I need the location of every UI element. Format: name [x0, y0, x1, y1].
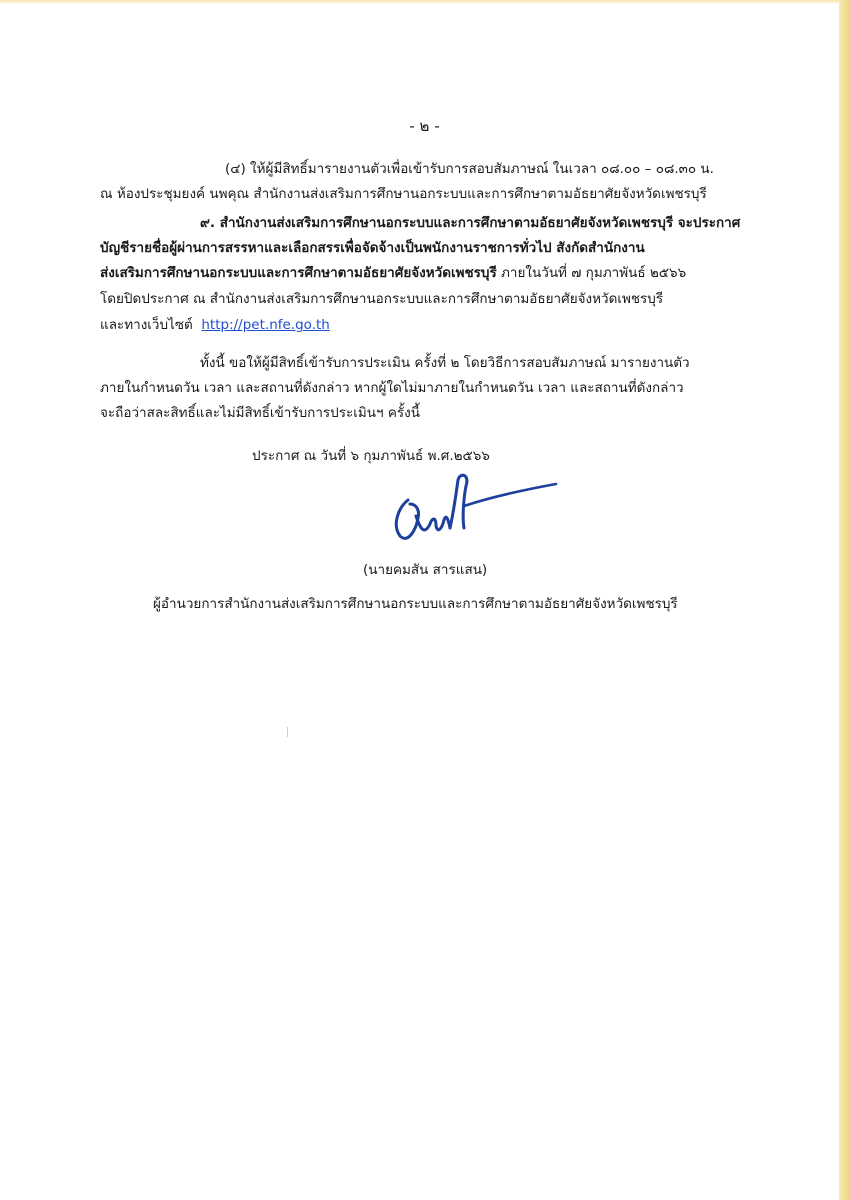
section-9-line-1: ๙. สำนักงานส่งเสริมการศึกษานอกระบบและการศึกษาตามอัธยาศัยจังหวัดเพชรบุรี จะประกาศ — [200, 215, 741, 231]
signatory-position: ผู้อำนวยการสำนักงานส่งเสริมการศึกษานอกระบบและการศึกษาตามอัธยาศัยจังหวัดเพชรบุรี — [153, 596, 678, 612]
item-4-line-2: ณ ห้องประชุมยงค์ นพคุณ สำนักงานส่งเสริมการศึกษานอกระบบและการศึกษาตามอัธยาศัยจังหวัดเพชรบุรี — [100, 186, 707, 202]
page-number: - ๒ - — [409, 117, 440, 135]
section-9-line-5 — [100, 316, 330, 334]
closing-line-2: ภายในกำหนดวัน เวลา และสถานที่ดังกล่าว หากผู้ใดไม่มาภายในกำหนดวัน เวลา และสถานที่ดังกล่าว — [100, 380, 684, 396]
signature-image — [372, 470, 562, 552]
closing-line-3: จะถือว่าสละสิทธิ์และไม่มีสิทธิ์เข้ารับการประเมินฯ ครั้งนี้ — [100, 405, 420, 421]
website-label: และทางเว็บไซต์ — [100, 317, 193, 333]
signatory-name: (นายคมสัน สารแสน) — [363, 562, 488, 578]
section-9-line-3-bold: ส่งเสริมการศึกษานอกระบบและการศึกษาตามอัธยาศัยจังหวัดเพชรบุรี — [100, 265, 497, 281]
section-9-line-3 — [100, 264, 686, 282]
closing-line-1: ทั้งนี้ ขอให้ผู้มีสิทธิ์เข้ารับการประเมิน ครั้งที่ ๒ โดยวิธีการสอบสัมภาษณ์ มารายงานตัว — [200, 355, 690, 371]
scan-top-edge — [0, 0, 849, 4]
scan-speck — [287, 727, 288, 737]
item-4-line-1: (๔) ให้ผู้มีสิทธิ์มารายงานตัวเพื่อเข้ารับการสอบสัมภาษณ์ ในเวลา ๐๘.๐๐ – ๐๘.๓๐ น. — [225, 161, 714, 177]
section-9-line-3-rest: ภายในวันที่ ๗ กุมภาพันธ์ ๒๕๖๖ — [496, 265, 687, 281]
section-9-line-2: บัญชีรายชื่อผู้ผ่านการสรรหาและเลือกสรรเพื่อจัดจ้างเป็นพนักงานราชการทั่วไป สังกัดสำนักงาน — [100, 240, 645, 256]
scan-right-edge — [839, 0, 849, 1200]
announce-date: ประกาศ ณ วันที่ ๖ กุมภาพันธ์ พ.ศ.๒๕๖๖ — [252, 448, 490, 464]
website-link[interactable]: http://pet.nfe.go.th — [201, 317, 330, 333]
section-9-line-4: โดยปิดประกาศ ณ สำนักงานส่งเสริมการศึกษานอกระบบและการศึกษาตามอัธยาศัยจังหวัดเพชรบุรี — [100, 291, 664, 307]
